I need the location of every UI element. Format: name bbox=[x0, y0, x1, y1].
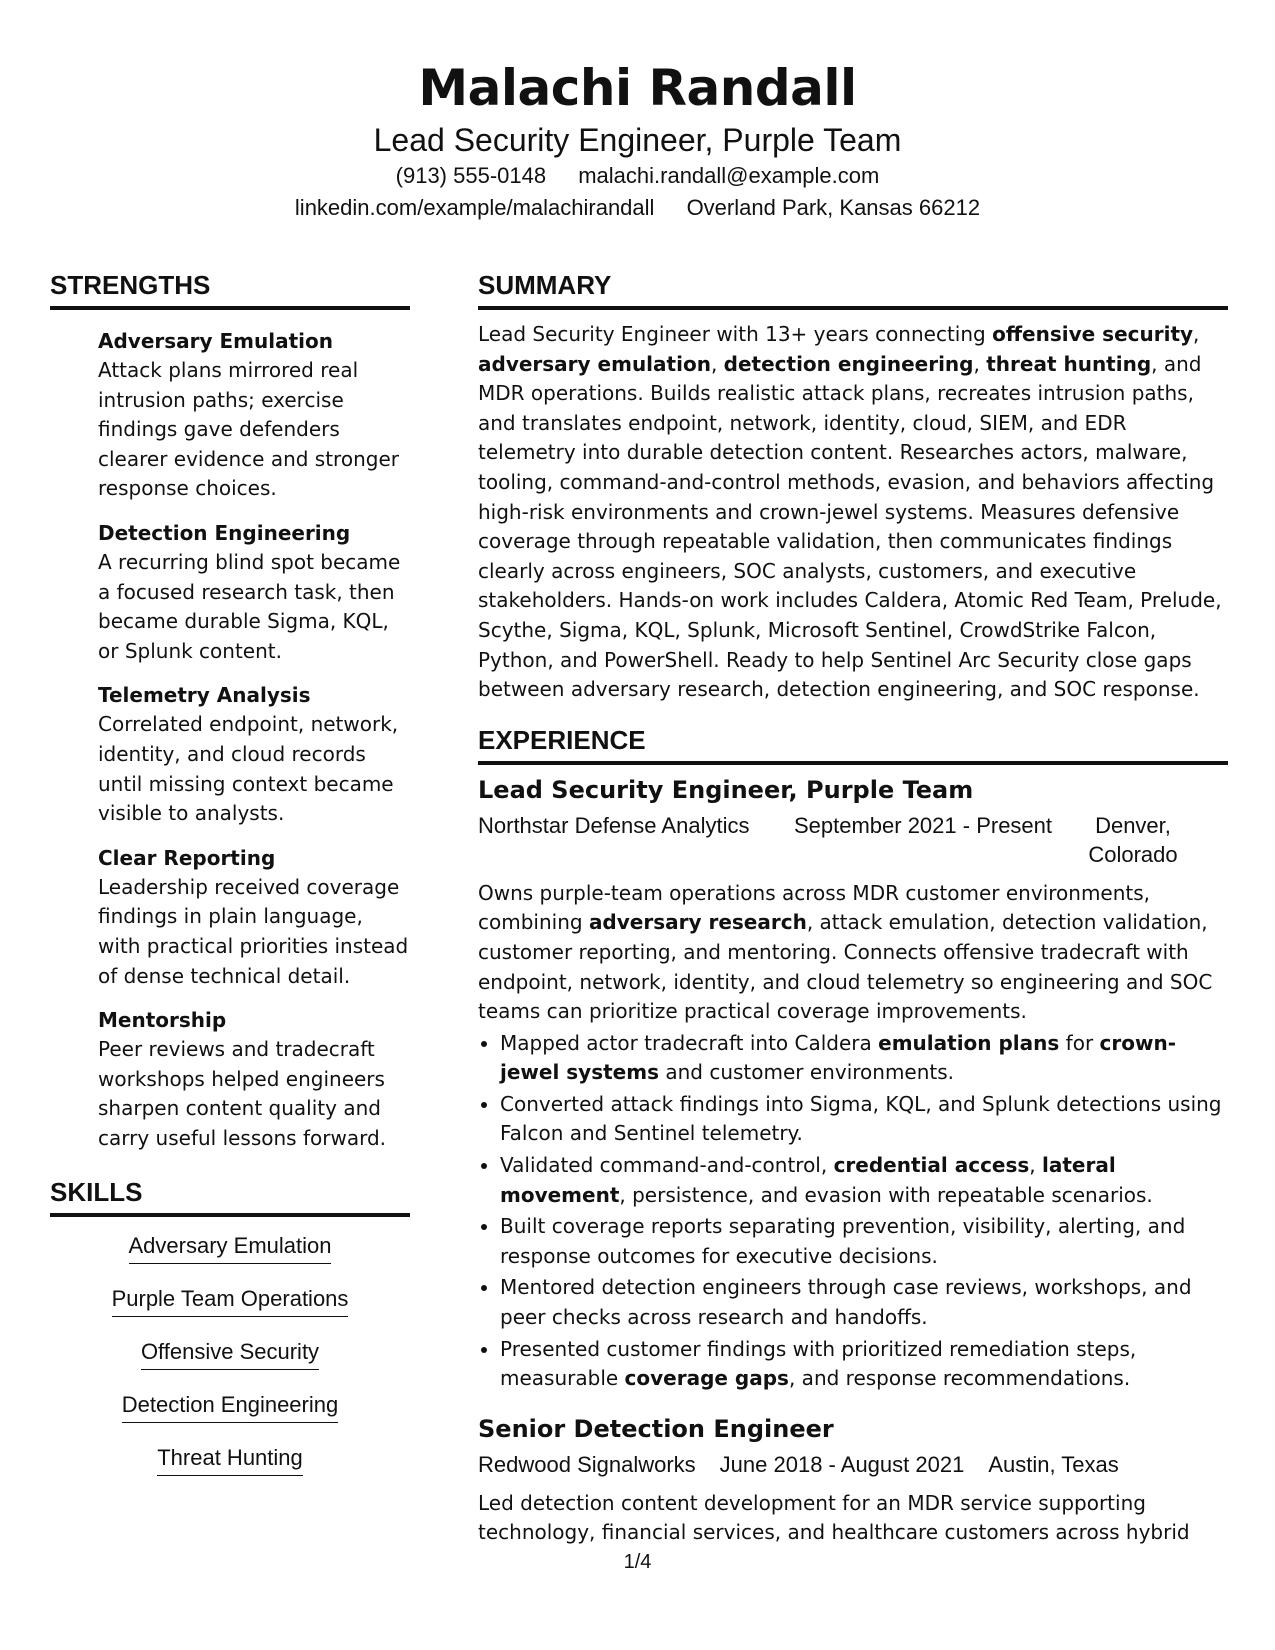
strength-title: Adversary Emulation bbox=[98, 329, 334, 353]
strengths-list bbox=[50, 326, 410, 1153]
job-title: Lead Security Engineer, Purple Team bbox=[478, 775, 974, 804]
summary-bold: detection engineering bbox=[723, 351, 974, 376]
resume-header bbox=[0, 58, 1275, 224]
job-entry bbox=[478, 1412, 1228, 1548]
strength-title: Mentorship bbox=[98, 1008, 227, 1033]
bullet-bold: emulation plans bbox=[878, 1030, 1060, 1055]
job-desc-part: , attack emulation, detection validation, customer reporting, and mentoring. Connects offensive tradecraft with endpoint, network, identity, and cloud telemetry so engineering and SOC teams can prioritize practical coverage improvements. bbox=[478, 910, 1213, 1024]
summary-heading: SUMMARY bbox=[478, 268, 1228, 310]
strength-item bbox=[98, 518, 410, 666]
job-entry bbox=[478, 773, 1228, 1394]
strength-item bbox=[98, 1005, 410, 1153]
skill-label: Detection Engineering bbox=[122, 1390, 338, 1423]
strength-desc: Peer reviews and tradecraft workshops helped engineers sharpen content quality and carry useful lessons forward. bbox=[98, 1037, 386, 1150]
skill-label: Threat Hunting bbox=[157, 1443, 303, 1476]
bullet-bold: coverage gaps bbox=[624, 1366, 789, 1391]
linkedin: linkedin.com/example/malachirandall bbox=[294, 195, 655, 220]
strength-item bbox=[98, 843, 410, 991]
skill-item bbox=[50, 1443, 410, 1476]
bullet-bold: crown-jewel systems bbox=[500, 1030, 1177, 1085]
bullet-part: for bbox=[1059, 1030, 1100, 1055]
summary-part: , bbox=[1193, 322, 1200, 346]
summary-bold: threat hunting bbox=[986, 351, 1152, 376]
job-location: Denver, Colorado bbox=[1088, 812, 1178, 867]
strength-item bbox=[98, 326, 410, 504]
job-company: Northstar Defense Analytics bbox=[478, 812, 750, 838]
skill-item bbox=[50, 1390, 410, 1423]
strength-title: Clear Reporting bbox=[98, 845, 276, 870]
right-column bbox=[478, 268, 1228, 1548]
bullet-item bbox=[500, 1151, 1228, 1210]
summary-bold: adversary emulation bbox=[478, 351, 711, 376]
skill-label: Adversary Emulation bbox=[129, 1231, 332, 1264]
page-number: 1/4 bbox=[623, 1551, 652, 1573]
strength-title: Detection Engineering bbox=[98, 520, 351, 545]
job-desc-bold: adversary research bbox=[588, 910, 807, 935]
experience-heading: EXPERIENCE bbox=[478, 723, 1228, 765]
bullet-part: Built coverage reports separating prevention, visibility, alerting, and response outcomes for executive decisions. bbox=[500, 1214, 1186, 1268]
contact-line-1 bbox=[0, 160, 1275, 192]
bullet-part: Presented customer findings with prioritized remediation steps, measurable bbox=[500, 1336, 1137, 1391]
summary-part: , and MDR operations. Builds realistic attack plans, recreates intrusion paths, and translates endpoint, network, identity, cloud, SIEM, and EDR telemetry into durable detection content. Researches actors, malware, tooling, command-and-control methods, evasion, and behaviors affecting high-risk environments and crown-jewel systems. Measures defensive coverage through repeatable validation, then communicates findings clearly across engineers, SOC analysts, customers, and executive stakeholders. Hands-on work includes Caldera, Atomic Red Team, Prelude, Scythe, Sigma, KQL, Splunk, Microsoft Sentinel, CrowdStrike Falcon, Python, and PowerShell. Ready to help Sentinel Arc Security close gaps between adversary research, detection engineering, and SOC response. bbox=[478, 351, 1222, 702]
job-bullets bbox=[478, 1029, 1228, 1394]
bullet-item bbox=[500, 1273, 1228, 1332]
phone: (913) 555-0148 bbox=[395, 163, 547, 188]
summary-text bbox=[478, 320, 1228, 705]
strength-desc: A recurring blind spot became a focused research task, then became durable Sigma, KQL, or Splunk content. bbox=[98, 549, 401, 663]
bullet-bold: lateral movement bbox=[500, 1153, 1116, 1207]
bullet-item bbox=[500, 1212, 1228, 1271]
bullet-part: , bbox=[1029, 1153, 1043, 1178]
job-location: Austin, Texas bbox=[988, 1451, 1119, 1477]
contact-line-2 bbox=[0, 192, 1275, 224]
job-company: Redwood Signalworks bbox=[478, 1451, 696, 1477]
email: malachi.randall@example.com bbox=[578, 163, 880, 188]
bullet-item bbox=[500, 1335, 1228, 1394]
summary-part: Lead Security Engineer with 13+ years connecting bbox=[478, 322, 993, 346]
job-dates: June 2018 - August 2021 bbox=[719, 1451, 965, 1477]
bullet-item bbox=[500, 1090, 1228, 1149]
skills-list bbox=[50, 1231, 410, 1476]
bullet-part: Mentored detection engineers through case reviews, workshops, and peer checks across research and handoffs. bbox=[500, 1275, 1192, 1330]
skill-item bbox=[50, 1284, 410, 1317]
strengths-heading: STRENGTHS bbox=[50, 268, 410, 310]
job-description: Led detection content development for an MDR service supporting technology, financial services, and healthcare customers across hybrid bbox=[478, 1490, 1190, 1545]
skill-label: Purple Team Operations bbox=[112, 1284, 349, 1317]
summary-part: , bbox=[973, 351, 987, 376]
skill-label: Offensive Security bbox=[141, 1337, 319, 1370]
job-title: Senior Detection Engineer bbox=[478, 1414, 834, 1443]
job-desc-part: Owns purple-team operations across MDR customer environments, combining bbox=[478, 880, 1151, 935]
bullet-part: Validated command-and-control, bbox=[500, 1153, 834, 1178]
skills-heading: SKILLS bbox=[50, 1175, 410, 1217]
skill-item bbox=[50, 1231, 410, 1264]
bullet-part: and customer environments. bbox=[659, 1060, 955, 1085]
candidate-name: Malachi Randall bbox=[418, 59, 857, 117]
bullet-item bbox=[500, 1029, 1228, 1088]
job-dates: September 2021 - Present bbox=[793, 812, 1053, 838]
bullet-bold: credential access bbox=[833, 1153, 1030, 1178]
strength-desc: Leadership received coverage findings in plain language, with practical priorities instead of dense technical detail. bbox=[98, 874, 409, 988]
left-column bbox=[50, 268, 410, 1496]
job-meta bbox=[478, 811, 1228, 869]
bullet-part: Converted attack findings into Sigma, KQL, and Splunk detections using Falcon and Sentinel telemetry. bbox=[500, 1091, 1222, 1146]
summary-part: , bbox=[710, 351, 724, 376]
bullet-part: , and response recommendations. bbox=[788, 1366, 1131, 1391]
strength-desc: Correlated endpoint, network, identity, and cloud records until missing context became visible to analysts. bbox=[98, 712, 399, 826]
strength-item bbox=[98, 680, 410, 828]
strength-desc: Attack plans mirrored real intrusion paths; exercise findings gave defenders clearer evidence and stronger response choices. bbox=[98, 358, 399, 501]
skill-item bbox=[50, 1337, 410, 1370]
bullet-part: , persistence, and evasion with repeatable scenarios. bbox=[619, 1182, 1153, 1207]
summary-bold: offensive security bbox=[992, 322, 1194, 346]
candidate-title: Lead Security Engineer, Purple Team bbox=[373, 122, 902, 158]
strength-title: Telemetry Analysis bbox=[98, 683, 311, 708]
job-description bbox=[478, 879, 1228, 1027]
location: Overland Park, Kansas 66212 bbox=[686, 195, 981, 220]
job-meta bbox=[478, 1450, 1228, 1479]
bullet-part: Mapped actor tradecraft into Caldera bbox=[500, 1030, 879, 1055]
